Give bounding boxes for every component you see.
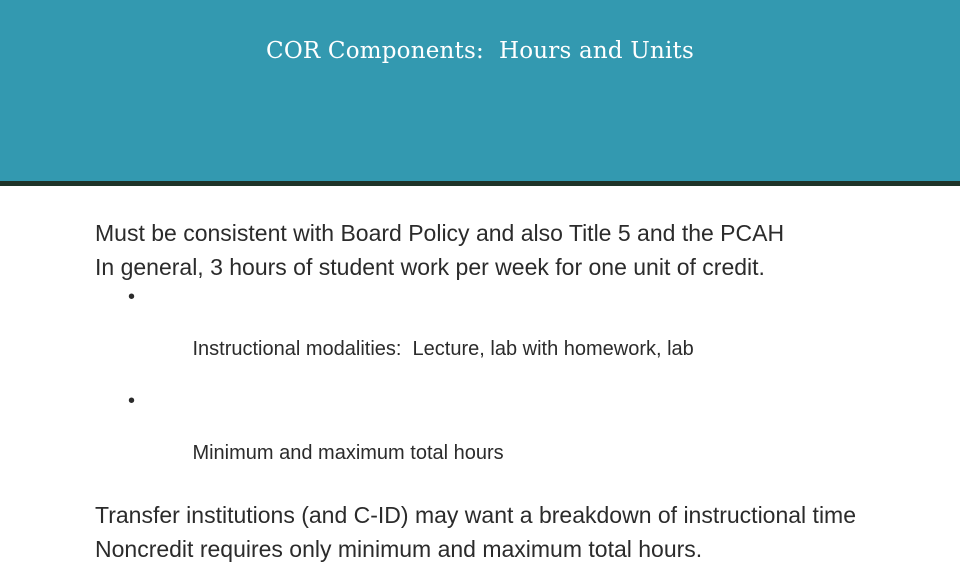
slide-title: COR Components: Hours and Units bbox=[266, 38, 694, 64]
sub-bullet-text: Minimum and maximum total hours bbox=[192, 442, 504, 464]
body-paragraph-noncredit: Noncredit requires only minimum and maximum total hours. bbox=[95, 536, 703, 562]
body-paragraph-general-hours: In general, 3 hours of student work per week for one unit of credit. bbox=[95, 254, 765, 280]
sub-bullet-min-max bbox=[95, 388, 885, 492]
sub-bullet-list bbox=[95, 284, 885, 492]
bullet-icon: • bbox=[128, 390, 136, 412]
body-paragraph-transfer: Transfer institutions (and C-ID) may want a breakdown of instructional time bbox=[95, 502, 857, 528]
body-paragraph-consistency: Must be consistent with Board Policy and also Title 5 and the PCAH bbox=[95, 220, 785, 246]
sub-bullet-modalities bbox=[95, 284, 885, 388]
title-divider bbox=[0, 181, 960, 186]
title-band bbox=[0, 0, 960, 181]
bullet-icon: • bbox=[128, 286, 136, 308]
sub-bullet-text: Instructional modalities: Lecture, lab with homework, lab bbox=[192, 338, 694, 360]
slide-body bbox=[95, 220, 885, 570]
